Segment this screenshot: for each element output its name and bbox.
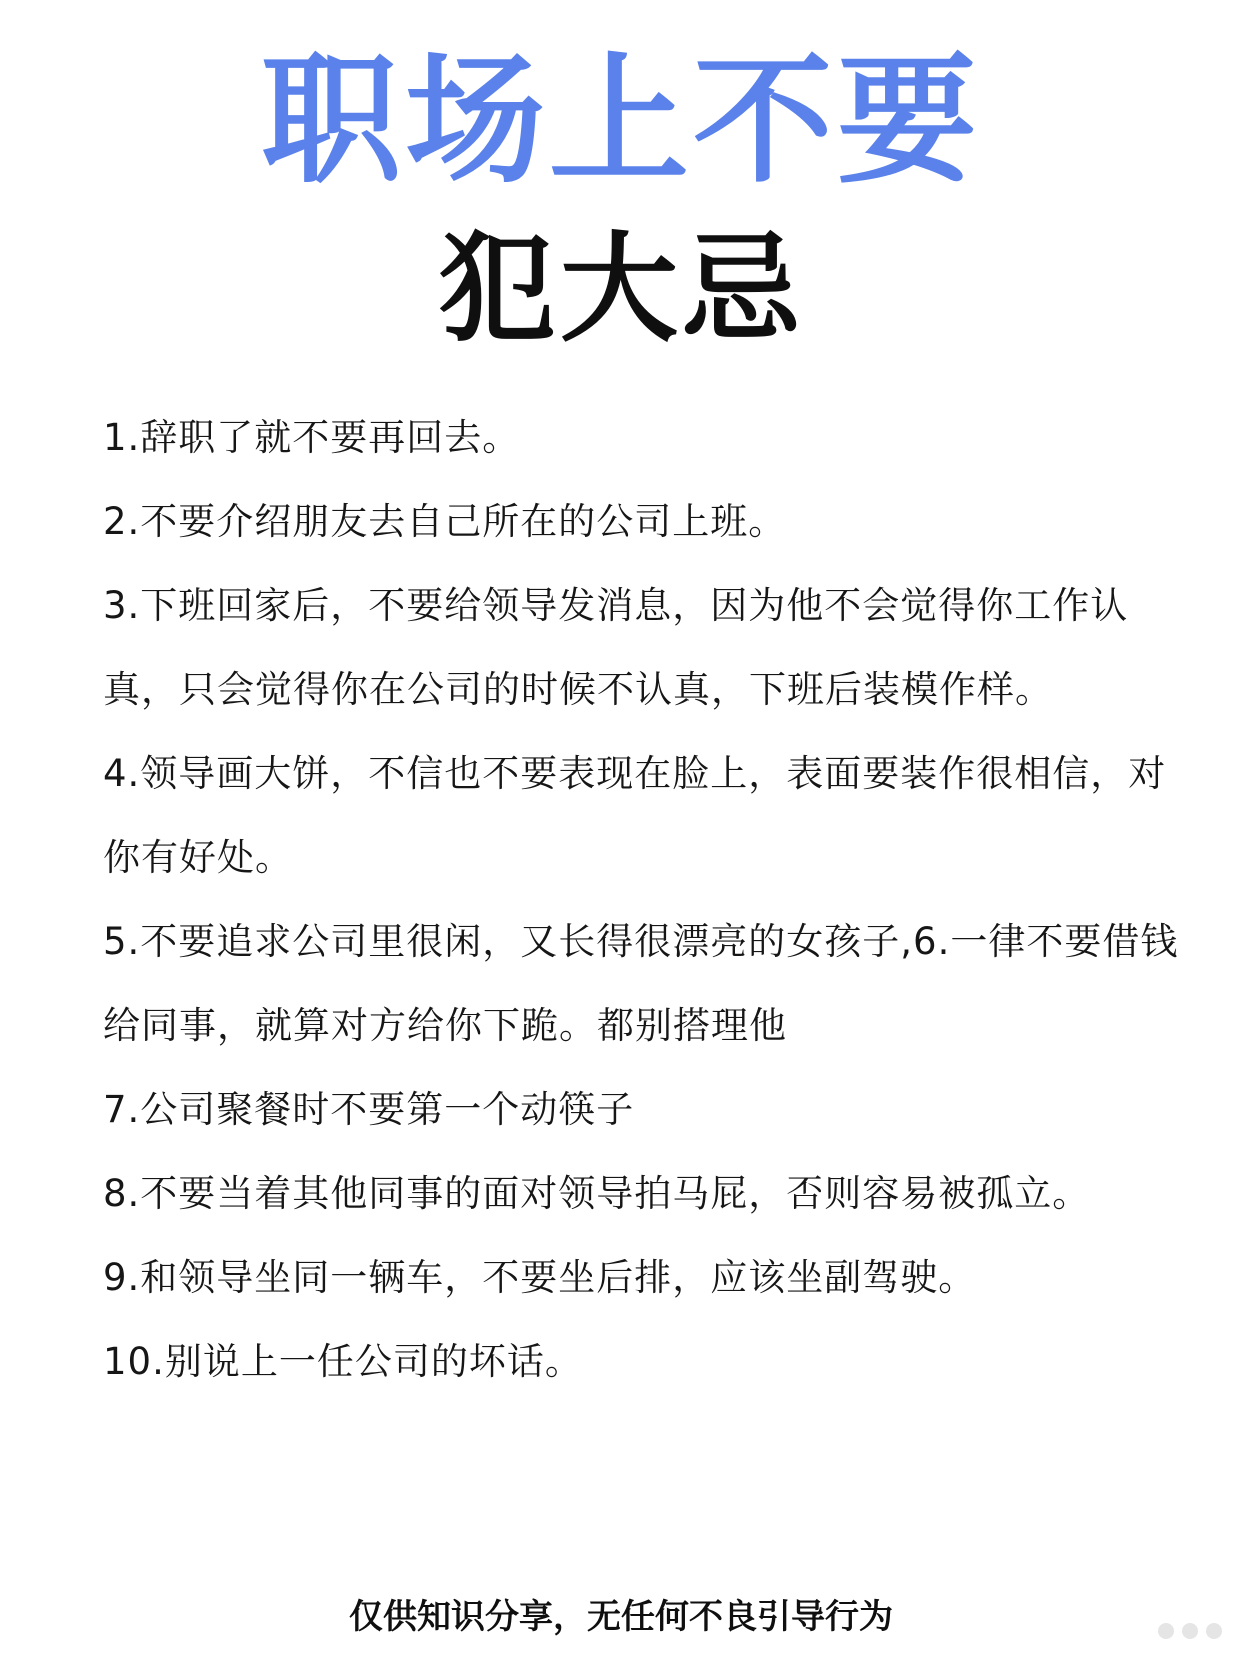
tip-item-10: 10.别说上一任公司的坏话。	[103, 1340, 583, 1383]
tips-list	[103, 396, 1183, 1404]
watermark-dot	[1206, 1623, 1222, 1639]
tip-item-1: 1.辞职了就不要再回去。	[103, 416, 521, 459]
tip-item-8: 8.不要当着其他同事的面对领导拍马屁，否则容易被孤立。	[103, 1172, 1091, 1215]
disclaimer-note: 仅供知识分享，无任何不良引导行为	[349, 1597, 893, 1637]
tip-item-3: 3.下班回家后，不要给领导发消息，因为他不会觉得你工作认真，只会觉得你在公司的时候不认真，下班后装模作样。	[103, 584, 1129, 711]
tip-item-7: 7.公司聚餐时不要第一个动筷子	[103, 1088, 635, 1131]
tip-item-2: 2.不要介绍朋友去自己所在的公司上班。	[103, 500, 787, 543]
tip-item-4: 4.领导画大饼，不信也不要表现在脸上，表面要装作很相信，对你有好处。	[103, 752, 1167, 879]
watermark-dot	[1158, 1623, 1174, 1639]
page-title: 职场上不要	[260, 40, 981, 203]
page-subtitle: 犯大忌	[437, 220, 804, 358]
tip-item-5: 5.不要追求公司里很闲，又长得很漂亮的女孩子,6.一律不要借钱给同事，就算对方给你下跪。都别搭理他	[103, 920, 1179, 1047]
watermark-dots	[1132, 1618, 1222, 1644]
tip-item-9: 9.和领导坐同一辆车，不要坐后排，应该坐副驾驶。	[103, 1256, 977, 1299]
watermark-dot	[1182, 1623, 1198, 1639]
